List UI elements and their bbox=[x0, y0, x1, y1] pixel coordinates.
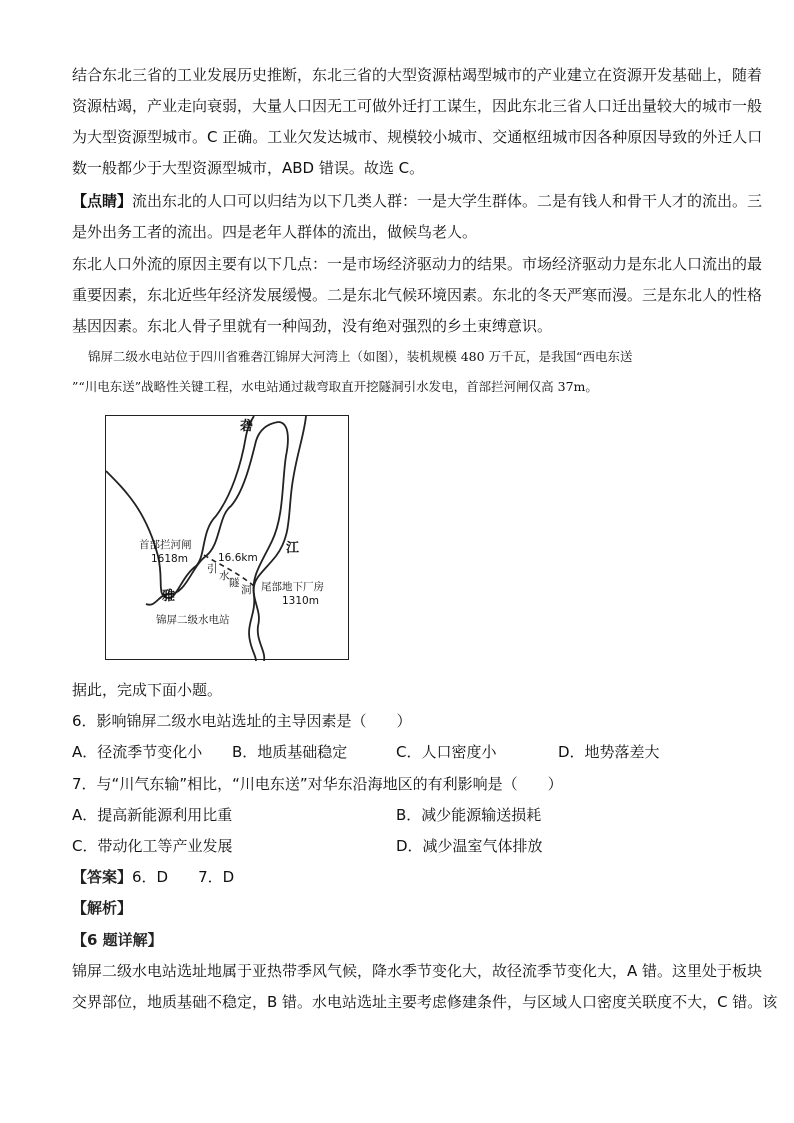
q7-option-d[interactable]: D．减少温室气体排放 bbox=[396, 837, 543, 855]
river-label-jiang: 江 bbox=[286, 541, 300, 556]
text-line: 为大型资源型城市。C 正确。工业欠发达城市、规模较小城市、交通枢纽城市因各种原因导致的外迁人口 bbox=[72, 128, 763, 146]
analysis-line bbox=[72, 893, 132, 924]
text-line: 交界部位，地质基础不稳定，B 错。水电站选址主要考虑修建条件，与区域人口密度关联度不大，C 错。该 bbox=[72, 993, 778, 1011]
text-line: 重要因素，东北近些年经济发展缓慢。二是东北气候环境因素。东北的冬天严寒而漫。三是东北人的性格 bbox=[72, 286, 763, 304]
river-label-long: 砻 bbox=[240, 419, 254, 434]
answer-text: 6．D 7．D bbox=[132, 868, 235, 886]
intro-line: ”“川电东送”战略性关键工程，水电站通过裁弯取直开挖隧洞引水发电，首部拦河闸仅高 37m。 bbox=[72, 379, 598, 394]
text-line bbox=[72, 186, 763, 217]
question-intro bbox=[72, 342, 722, 402]
tip-text: 流出东北的人口可以归结为以下几类人群：一是大学生群体。二是有钱人和骨干人才的流出。三 bbox=[132, 192, 763, 210]
text-line: 东北人口外流的原因主要有以下几点：一是市场经济驱动力的结果。市场经济驱动力是东北人口流出的最 bbox=[72, 255, 763, 273]
tail-plant-label: 尾部地下厂房 bbox=[261, 581, 324, 593]
detail-6-line bbox=[72, 925, 163, 956]
q7-option-b[interactable]: B．减少能源输送损耗 bbox=[396, 806, 542, 824]
question-7-stem: 7．与“川气东输”相比，“川电东送”对华东沿海地区的有利影响是（ ） bbox=[72, 775, 563, 793]
question-6-stem: 6．影响锦屏二级水电站选址的主导因素是（ ） bbox=[72, 712, 412, 730]
explanation-paragraph-2 bbox=[72, 249, 763, 342]
q7-option-a[interactable]: A．提高新能源利用比重 bbox=[72, 806, 233, 824]
lead-text: 据此，完成下面小题。 bbox=[72, 681, 223, 699]
text-line: 锦屏二级水电站选址地属于亚热带季风气候，降水季节变化大，故径流季节变化大，A 错。这里处于板块 bbox=[72, 962, 763, 980]
q6-option-c[interactable]: C．人口密度小 bbox=[396, 743, 497, 761]
tunnel-char: 引 bbox=[207, 563, 218, 575]
river-label-ya: 雅 bbox=[162, 589, 176, 604]
answer-tag: 【答案】 bbox=[72, 868, 133, 886]
river-bank-east bbox=[254, 416, 306, 661]
tip-paragraph bbox=[72, 186, 763, 248]
jinping-map bbox=[105, 415, 349, 660]
tunnel-char: 洞 bbox=[241, 584, 252, 596]
tail-plant-elevation: 1310m bbox=[282, 595, 319, 607]
q6-option-d[interactable]: D．地势落差大 bbox=[558, 743, 660, 761]
analysis-tag: 【解析】 bbox=[72, 899, 133, 917]
tunnel-length: 16.6km bbox=[218, 552, 258, 564]
station-label: 锦屏二级水电站 bbox=[156, 614, 230, 626]
text-line: 资源枯竭，产业走向衰弱，大量人口因无工可做外迁打工谋生，因此东北三省人口迁出量较大的城市一般 bbox=[72, 97, 763, 115]
head-gate-elevation: 1618m bbox=[151, 553, 188, 565]
text-line: 数一般都少于大型资源型城市，ABD 错误。故选 C。 bbox=[72, 159, 425, 177]
q6-option-b[interactable]: B．地质基础稳定 bbox=[232, 743, 348, 761]
q7-option-c[interactable]: C．带动化工等产业发展 bbox=[72, 837, 233, 855]
river-bank-inner-east bbox=[249, 422, 288, 661]
head-gate-label: 首部拦河闸 bbox=[139, 539, 192, 551]
explanation-paragraph-1 bbox=[72, 60, 763, 184]
answer-line bbox=[72, 862, 234, 893]
tip-tag: 【点睛】 bbox=[72, 192, 133, 210]
text-line: 是外出务工者的流出。四是老年人群体的流出，做候鸟老人。 bbox=[72, 223, 478, 241]
river-bank-west bbox=[106, 416, 254, 598]
text-line: 结合东北三省的工业发展历史推断，东北三省的大型资源枯竭型城市的产业建立在资源开发基础上，随着 bbox=[72, 66, 763, 84]
intro-line: 锦屏二级水电站位于四川省雅砻江锦屏大河湾上（如图），装机规模 480 万千瓦，是我国“西电东送 bbox=[88, 349, 633, 364]
text-line: 基因因素。东北人骨子里就有一种闯劲，没有绝对强烈的乡土束缚意识。 bbox=[72, 317, 553, 335]
tunnel-char: 水 bbox=[219, 570, 230, 582]
detail-6-tag: 【6 题详解】 bbox=[72, 931, 163, 949]
tunnel-char: 隧 bbox=[229, 577, 240, 589]
explanation-paragraph-3 bbox=[72, 956, 778, 1018]
q6-option-a[interactable]: A．径流季节变化小 bbox=[72, 743, 203, 761]
